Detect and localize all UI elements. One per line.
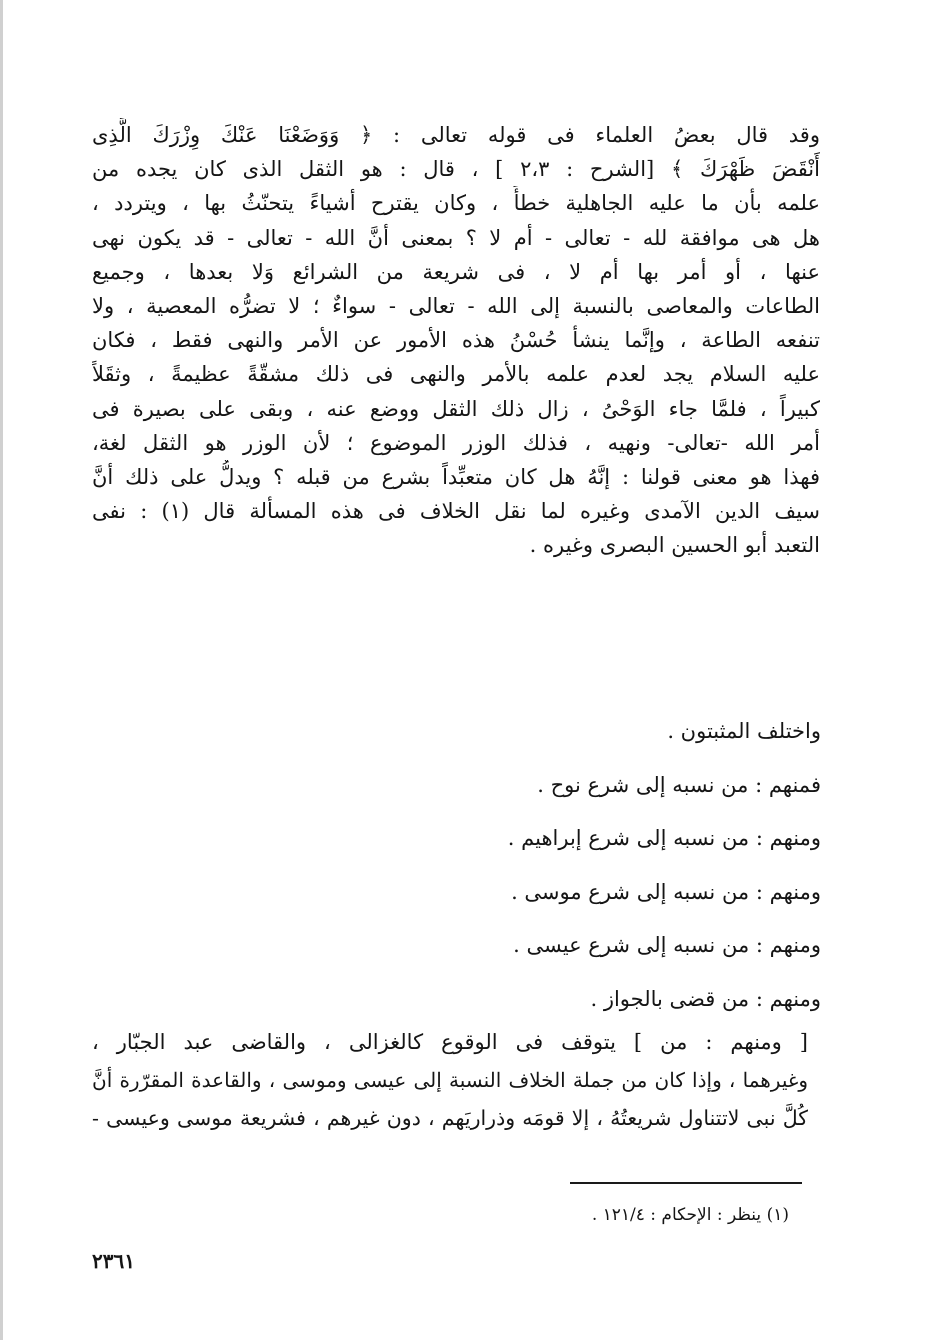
list-item: ومنهم : من نسبه إلى شرع عيسى . [513, 933, 821, 957]
paragraph-2 [92, 1023, 808, 1137]
text-line: عليه السلام يجد لعدم علمه بالأمر والنهى فى ذلك مشقّةً عظيمةً ، وثقَلاً [92, 362, 820, 387]
text-line: الطاعات والمعاصى بالنسبة إلى الله - تعالى - سواءٌ ؛ لا تضرُّه المعصية ، ولا [92, 293, 820, 318]
page-number: ٢٣٦١ [92, 1249, 135, 1273]
list-item: ومنهم : من قضى بالجواز . [590, 986, 821, 1011]
opinions-list [301, 705, 821, 1026]
list-item: ومنهم : من نسبه إلى شرع إبراهيم . [507, 826, 821, 850]
text-line: كبيراً ، فلمَّا جاء الوَحْىُ ، زال ذلك الثقل ووضع عنه ، وبقى على بصيرة فى [92, 396, 820, 421]
text-line: عنها ، أو أمر بها أم لا ، فى شريعة من الشرائع وَلا بعدها ، وجميع [92, 259, 820, 284]
text-line: [ ومنهم : من ] يتوقف فى الوقوع كالغزالى ، والقاضى عبد الجبّار ، [92, 1030, 808, 1054]
text-line: فهذا هو معنى قولنا : إنَّهُ هل كان متعبِّداً بشرع من قبله ؟ ويدلُّ على ذلك أنَّ [92, 464, 820, 489]
text-line: سيف الدين الآمدى وغيره لما نقل الخلاف فى هذه المسألة قال (١) : نفى [92, 499, 820, 524]
text-line: كُلَّ نبى لاتتناول شريعتُهُ ، إلا قومَه وذراريَهم ، دون غيرهم ، فشريعة موسى وعيسى - [92, 1106, 808, 1130]
text-line: هل هى موافقة لله - تعالى - أم لا ؟ بمعنى أنَّ الله - تعالى - قد يكون نهى [92, 225, 820, 250]
list-item: فمنهم : من نسبه إلى شرع نوح . [537, 772, 821, 797]
text-line: علمه بأن ما عليه الجاهلية خطأً ، وكان يقترح أشياءً يتحنّثُ بها ، ويتردد ، [92, 191, 820, 216]
list-item: ومنهم : من نسبه إلى شرع موسى . [511, 879, 821, 904]
text-line: أمر الله -تعالى- ونهيه ، فذلك الوزر الموضوع ؛ لأن الوزر هو الثقل لغة، [92, 430, 820, 455]
footnote: (١) ينظر : الإحكام : ١٢١/٤ . [591, 1205, 789, 1225]
text-line: أَنْقَضَ ظَهْرَكَ ﴾ [الشرح : ٢،٣ ] ، قال : هو الثقل الذى كان يجده من [92, 157, 820, 182]
paragraph-1 [92, 118, 820, 562]
scan-edge-shadow [0, 0, 3, 1340]
text-line: وغيرهما ، وإذا كان من جملة الخلاف النسبة إلى عيسى وموسى ، والقاعدة المقرّرة أنَّ [92, 1068, 808, 1092]
footnote-divider [570, 1182, 802, 1184]
text-line: وقد قال بعضُ العلماء فى قوله تعالى : ﴿ وَوَضَعْنَا عَنْكَ وِزْرَكَ الَّذِى [92, 123, 820, 147]
text-line: التعبد أبو الحسين البصرى وغيره . [529, 533, 820, 558]
text-line: تنفعه الطاعة ، وإنَّما ينشأ حُسْنُ هذه الأمور عن الأمر والنهى فقط ، فكان [92, 328, 820, 353]
list-item: واختلف المثبتون . [667, 719, 821, 743]
